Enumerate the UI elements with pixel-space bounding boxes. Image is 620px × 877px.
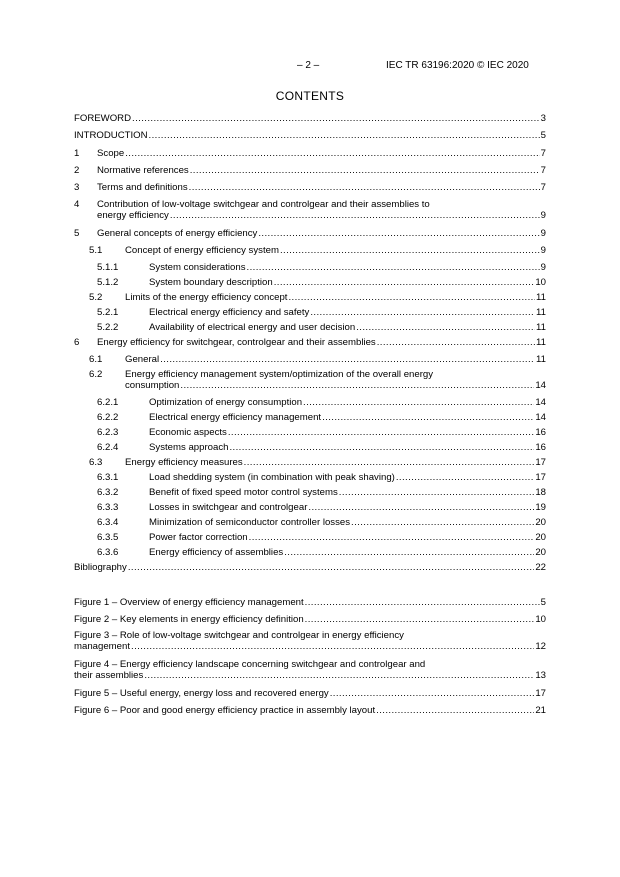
leader-dots xyxy=(310,307,535,318)
toc-entry[interactable] xyxy=(74,397,546,408)
toc-number: 6.2.3 xyxy=(97,427,119,438)
toc-label: Normative references xyxy=(97,165,189,176)
toc-page: 14 xyxy=(535,380,546,391)
toc-label: Minimization of semiconductor controller losses xyxy=(149,517,351,528)
toc-label: Limits of the energy efficiency concept xyxy=(125,292,288,303)
leader-dots xyxy=(280,245,540,256)
toc-number: 1 xyxy=(74,148,80,159)
toc-page: 20 xyxy=(535,532,546,543)
leader-dots xyxy=(377,337,535,348)
toc-label: Concept of energy efficiency system xyxy=(125,245,279,256)
toc-page: 9 xyxy=(540,245,546,256)
toc-page: 7 xyxy=(540,182,546,193)
toc-number: 6.2.2 xyxy=(97,412,119,423)
toc-number: 6.2.4 xyxy=(97,442,119,453)
toc-page: 19 xyxy=(535,502,546,513)
toc-label: Terms and definitions xyxy=(97,182,188,193)
toc-page: 11 xyxy=(536,337,546,348)
toc-label: Bibliography xyxy=(74,562,127,573)
toc-entry[interactable] xyxy=(74,337,546,348)
toc-page: 9 xyxy=(540,228,546,239)
figure-label: Figure 2 – Key elements in energy efficiency definition xyxy=(74,614,304,625)
figure-page: 5 xyxy=(540,597,546,608)
toc-entry[interactable] xyxy=(74,547,546,558)
toc-entry[interactable] xyxy=(74,517,546,528)
toc-number: 2 xyxy=(74,165,80,176)
figure-page: 13 xyxy=(535,670,546,681)
toc-number: 6.3.2 xyxy=(97,487,119,498)
toc-number: 5.1 xyxy=(89,245,103,256)
toc-label: Losses in switchgear and controlgear xyxy=(149,502,308,513)
figure-label: Figure 6 – Poor and good energy efficiency practice in assembly layout xyxy=(74,705,376,716)
leader-dots xyxy=(308,502,534,513)
leader-dots xyxy=(144,670,534,681)
toc-number: 6.3.3 xyxy=(97,502,119,513)
toc-page: 11 xyxy=(536,354,546,365)
figure-entry[interactable] xyxy=(74,705,546,716)
toc-label: Optimization of energy consumption xyxy=(149,397,303,408)
leader-dots xyxy=(125,148,539,159)
toc-entry[interactable] xyxy=(74,562,546,573)
toc-number: 6.3.6 xyxy=(97,547,119,558)
toc-page: 5 xyxy=(540,130,546,141)
toc-number: 3 xyxy=(74,182,80,193)
leader-dots xyxy=(303,397,534,408)
toc-number: 6.2.1 xyxy=(97,397,119,408)
toc-label: Energy efficiency of assemblies xyxy=(149,547,284,558)
figure-label: their assemblies xyxy=(74,670,144,681)
toc-entry[interactable] xyxy=(74,307,546,318)
toc-entry[interactable] xyxy=(74,532,546,543)
toc-label: Economic aspects xyxy=(149,427,227,438)
toc-page: 7 xyxy=(540,165,546,176)
toc-entry[interactable] xyxy=(74,502,546,513)
toc-entry[interactable] xyxy=(74,354,546,365)
toc-page: 14 xyxy=(535,412,546,423)
page-number: – 2 – xyxy=(297,60,320,71)
toc-label-line1: Contribution of low-voltage switchgear and controlgear and their assemblies to xyxy=(97,199,430,210)
figure-page: 17 xyxy=(535,688,546,699)
figure-label-line1: Figure 4 – Energy efficiency landscape concerning switchgear and controlgear and xyxy=(74,659,426,670)
toc-page: 10 xyxy=(535,277,546,288)
toc-label: Availability of electrical energy and user decision xyxy=(149,322,356,333)
leader-dots xyxy=(396,472,534,483)
toc-label: Load shedding system (in combination with peak shaving) xyxy=(149,472,395,483)
toc-label: consumption xyxy=(125,380,180,391)
toc-entry[interactable] xyxy=(74,457,546,468)
toc-number: 5 xyxy=(74,228,80,239)
toc-number: 5.1.2 xyxy=(97,277,119,288)
toc-label: energy efficiency xyxy=(97,210,169,221)
toc-entry[interactable] xyxy=(74,262,546,273)
figure-page: 12 xyxy=(535,641,546,652)
toc-page: 9 xyxy=(540,262,546,273)
toc-number: 6.3.5 xyxy=(97,532,119,543)
toc-entry[interactable] xyxy=(74,182,546,193)
leader-dots xyxy=(356,322,535,333)
toc-page: 3 xyxy=(540,113,546,124)
toc-number: 5.2.2 xyxy=(97,322,119,333)
toc-entry[interactable] xyxy=(74,427,546,438)
leader-dots xyxy=(244,457,535,468)
leader-dots xyxy=(376,705,534,716)
leader-dots xyxy=(249,532,535,543)
toc-page: 17 xyxy=(535,472,546,483)
toc-page: 14 xyxy=(535,397,546,408)
figure-page: 10 xyxy=(535,614,546,625)
toc-number: 6.3.1 xyxy=(97,472,119,483)
leader-dots xyxy=(322,412,534,423)
toc-label: Scope xyxy=(97,148,125,159)
leader-dots xyxy=(284,547,534,558)
toc-entry[interactable] xyxy=(74,228,546,239)
toc-label: System considerations xyxy=(149,262,246,273)
toc-label: Power factor correction xyxy=(149,532,248,543)
leader-dots xyxy=(228,427,534,438)
toc-page: 16 xyxy=(535,442,546,453)
toc-entry[interactable] xyxy=(74,113,546,124)
toc-entry[interactable] xyxy=(74,199,546,221)
leader-dots xyxy=(190,165,540,176)
toc-number: 6.1 xyxy=(89,354,103,365)
leader-dots xyxy=(351,517,534,528)
leader-dots xyxy=(339,487,535,498)
toc-entry[interactable] xyxy=(74,369,546,391)
toc-label: General xyxy=(125,354,160,365)
leader-dots xyxy=(330,688,535,699)
toc-page: 18 xyxy=(535,487,546,498)
toc-label: System boundary description xyxy=(149,277,273,288)
toc-entry[interactable] xyxy=(74,412,546,423)
toc-number: 4 xyxy=(74,199,80,210)
toc-entry[interactable] xyxy=(74,472,546,483)
toc-entry[interactable] xyxy=(74,292,546,303)
toc-entry[interactable] xyxy=(74,245,546,256)
toc-number: 6.2 xyxy=(89,369,103,380)
toc-entry[interactable] xyxy=(74,165,546,176)
toc-entry[interactable] xyxy=(74,277,546,288)
toc-label: Energy efficiency for switchgear, controlgear and their assemblies xyxy=(97,337,376,348)
leader-dots xyxy=(131,641,534,652)
toc-label: General concepts of energy efficiency xyxy=(97,228,258,239)
figure-entry[interactable] xyxy=(74,597,546,608)
leader-dots xyxy=(149,130,540,141)
figure-label-line1: Figure 3 – Role of low-voltage switchgear and controlgear in energy efficiency xyxy=(74,630,404,641)
toc-label: Electrical energy efficiency management xyxy=(149,412,322,423)
toc-page: 16 xyxy=(535,427,546,438)
toc-page: 20 xyxy=(535,517,546,528)
toc-label: INTRODUCTION xyxy=(74,130,148,141)
leader-dots xyxy=(160,354,535,365)
figure-entry[interactable] xyxy=(74,630,546,652)
toc-number: 6 xyxy=(74,337,80,348)
leader-dots xyxy=(274,277,535,288)
toc-number: 5.2 xyxy=(89,292,103,303)
leader-dots xyxy=(170,210,540,221)
toc-number: 5.1.1 xyxy=(97,262,119,273)
leader-dots xyxy=(288,292,535,303)
leader-dots xyxy=(305,614,535,625)
toc-page: 11 xyxy=(536,322,546,333)
toc-page: 9 xyxy=(540,210,546,221)
figure-entry[interactable] xyxy=(74,614,546,625)
figure-label: management xyxy=(74,641,130,652)
leader-dots xyxy=(305,597,540,608)
toc-number: 5.2.1 xyxy=(97,307,119,318)
leader-dots xyxy=(180,380,534,391)
toc-entry[interactable] xyxy=(74,487,546,498)
toc-entry[interactable] xyxy=(74,442,546,453)
toc-page: 7 xyxy=(540,148,546,159)
toc-page: 17 xyxy=(535,457,546,468)
leader-dots xyxy=(247,262,540,273)
toc-page: 22 xyxy=(535,562,546,573)
toc-number: 6.3 xyxy=(89,457,103,468)
figure-entry[interactable] xyxy=(74,659,546,681)
toc-label: Systems approach xyxy=(149,442,229,453)
toc-number: 6.3.4 xyxy=(97,517,119,528)
figure-label: Figure 5 – Useful energy, energy loss and recovered energy xyxy=(74,688,329,699)
toc-page: 11 xyxy=(536,292,546,303)
leader-dots xyxy=(258,228,539,239)
page-title: CONTENTS xyxy=(275,89,345,103)
figure-page: 21 xyxy=(535,705,546,716)
toc-entry[interactable] xyxy=(74,130,546,141)
leader-dots xyxy=(128,562,535,573)
toc-page: 20 xyxy=(535,547,546,558)
toc-page: 11 xyxy=(536,307,546,318)
toc-entry[interactable] xyxy=(74,322,546,333)
toc-label: Benefit of fixed speed motor control systems xyxy=(149,487,338,498)
toc-label: Energy efficiency measures xyxy=(125,457,243,468)
toc-label: FOREWORD xyxy=(74,113,132,124)
standard-reference: IEC TR 63196:2020 © IEC 2020 xyxy=(386,60,529,71)
leader-dots xyxy=(229,442,534,453)
toc-label: Electrical energy efficiency and safety xyxy=(149,307,310,318)
toc-entry[interactable] xyxy=(74,148,546,159)
figure-label: Figure 1 – Overview of energy efficiency management xyxy=(74,597,304,608)
toc-label-line1: Energy efficiency management system/optimization of the overall energy xyxy=(125,369,434,380)
figure-entry[interactable] xyxy=(74,688,546,699)
leader-dots xyxy=(132,113,540,124)
leader-dots xyxy=(189,182,540,193)
